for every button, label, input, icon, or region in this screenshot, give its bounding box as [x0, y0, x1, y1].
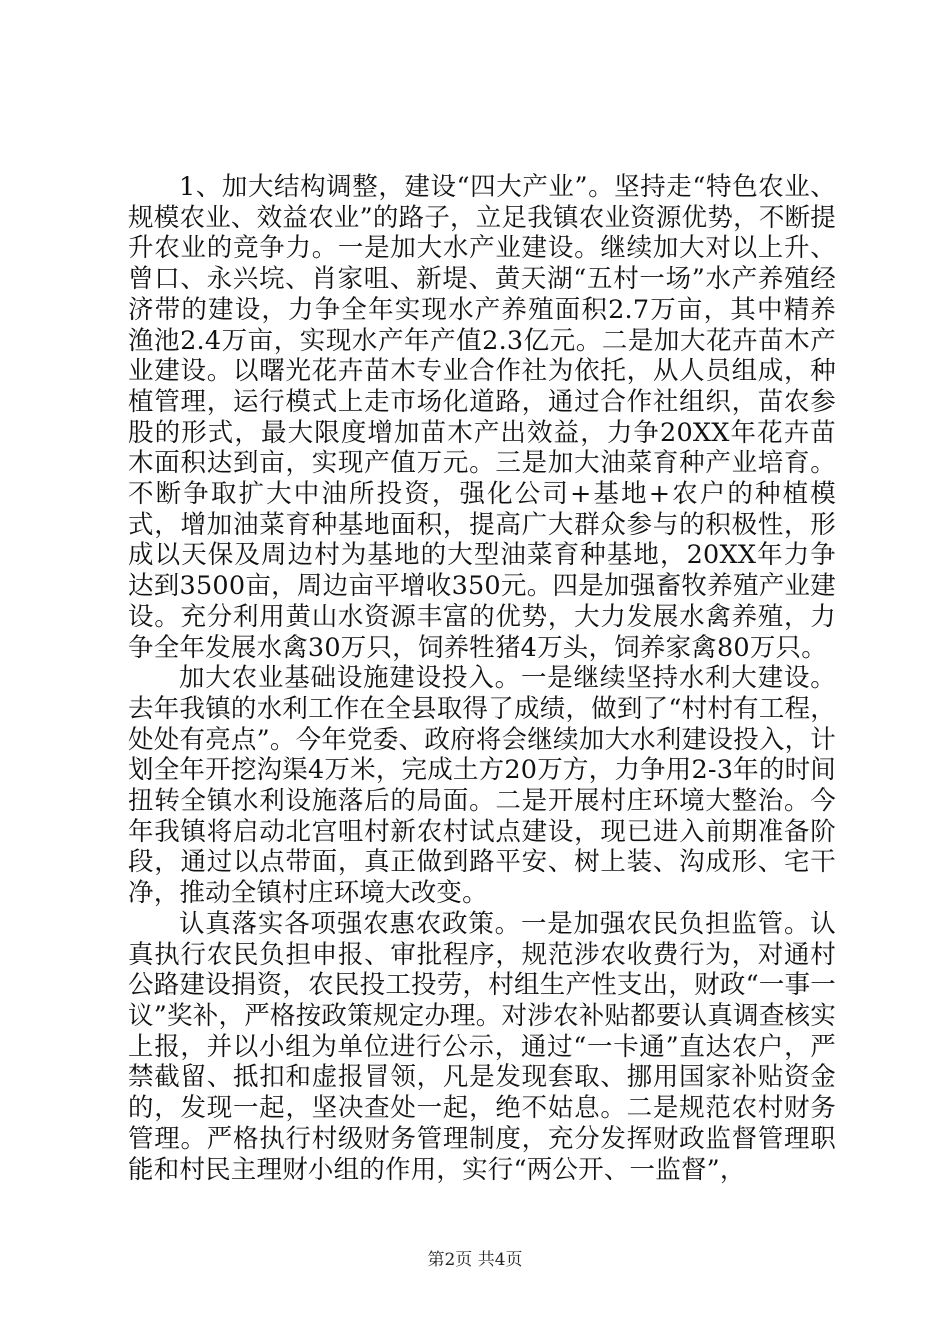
page-number-footer: 第2页 共4页	[427, 1250, 523, 1270]
paragraph-agriculture-restructuring: 1、加大结构调整，建设“四大产业”。坚持走“特色农业、规模农业、效益农业”的路子，立足我镇农业资源优势，不断提升农业的竞争力。一是加大水产业建设。继续加大对以上升、曾口、永兴垸、肖家咀、新堤、黄天湖“五村一场”水产养殖经济带的建设，力争全年实现水产养殖面积2.7万亩，其中精养渔池2.4万亩，实现水产年产值2.3亿元。二是加大花卉苗木产业建设。以曙光花卉苗木专业合作社为依托，从人员组成，种植管理，运行模式上走市场化道路，通过合作社组织，苗农参股的形式，最大限度增加苗木产出效益，力争20XX年花卉苗木面积达到亩，实现产值万元。三是加大油菜育种产业培育。不断争取扩大中油所投资，强化公司+基地+农户的种植模式，增加油菜育种基地面积，提高广大群众参与的积极性，形成以天保及周边村为基地的大型油菜育种基地，20XX年力争达到3500亩，周边亩平增收350元。四是加强畜牧养殖产业建设。充分利用黄山水资源丰富的优势，大力发展水禽养殖，力争全年发展水禽30万只，饲养牲猪4万头，饲养家禽80万只。	[128, 172, 837, 663]
paragraph-farmer-policy: 认真落实各项强农惠农政策。一是加强农民负担监管。认真执行农民负担申报、审批程序，规范涉农收费行为，对通村公路建设捐资，农民投工投劳，村组生产性支出，财政“一事一议”奖补，严格按政策规定办理。对涉农补贴都要认真调查核实上报，并以小组为单位进行公示，通过“一卡通”直达农户，严禁截留、抵扣和虚报冒领，凡是发现套取、挪用国家补贴资金的，发现一起，坚决查处一起，绝不姑息。二是规范农村财务管理。严格执行村级财务管理制度，充分发挥财政监督管理职能和村民主理财小组的作用，实行“两公开、一监督”，	[128, 908, 836, 1185]
document-body	[128, 172, 836, 1185]
paragraph-infrastructure-investment: 加大农业基础设施建设投入。一是继续坚持水利大建设。去年我镇的水利工作在全县取得了成绩，做到了“村村有工程，处处有亮点”。今年党委、政府将会继续加大水利建设投入，计划全年开挖沟渠4万米，完成土方20万方，力争用2-3年的时间扭转全镇水利设施落后的局面。二是开展村庄环境大整治。今年我镇将启动北宫咀村新农村试点建设，现已进入前期准备阶段，通过以点带面，真正做到路平安、树上装、沟成形、宅干净，推动全镇村庄环境大改变。	[128, 663, 836, 909]
